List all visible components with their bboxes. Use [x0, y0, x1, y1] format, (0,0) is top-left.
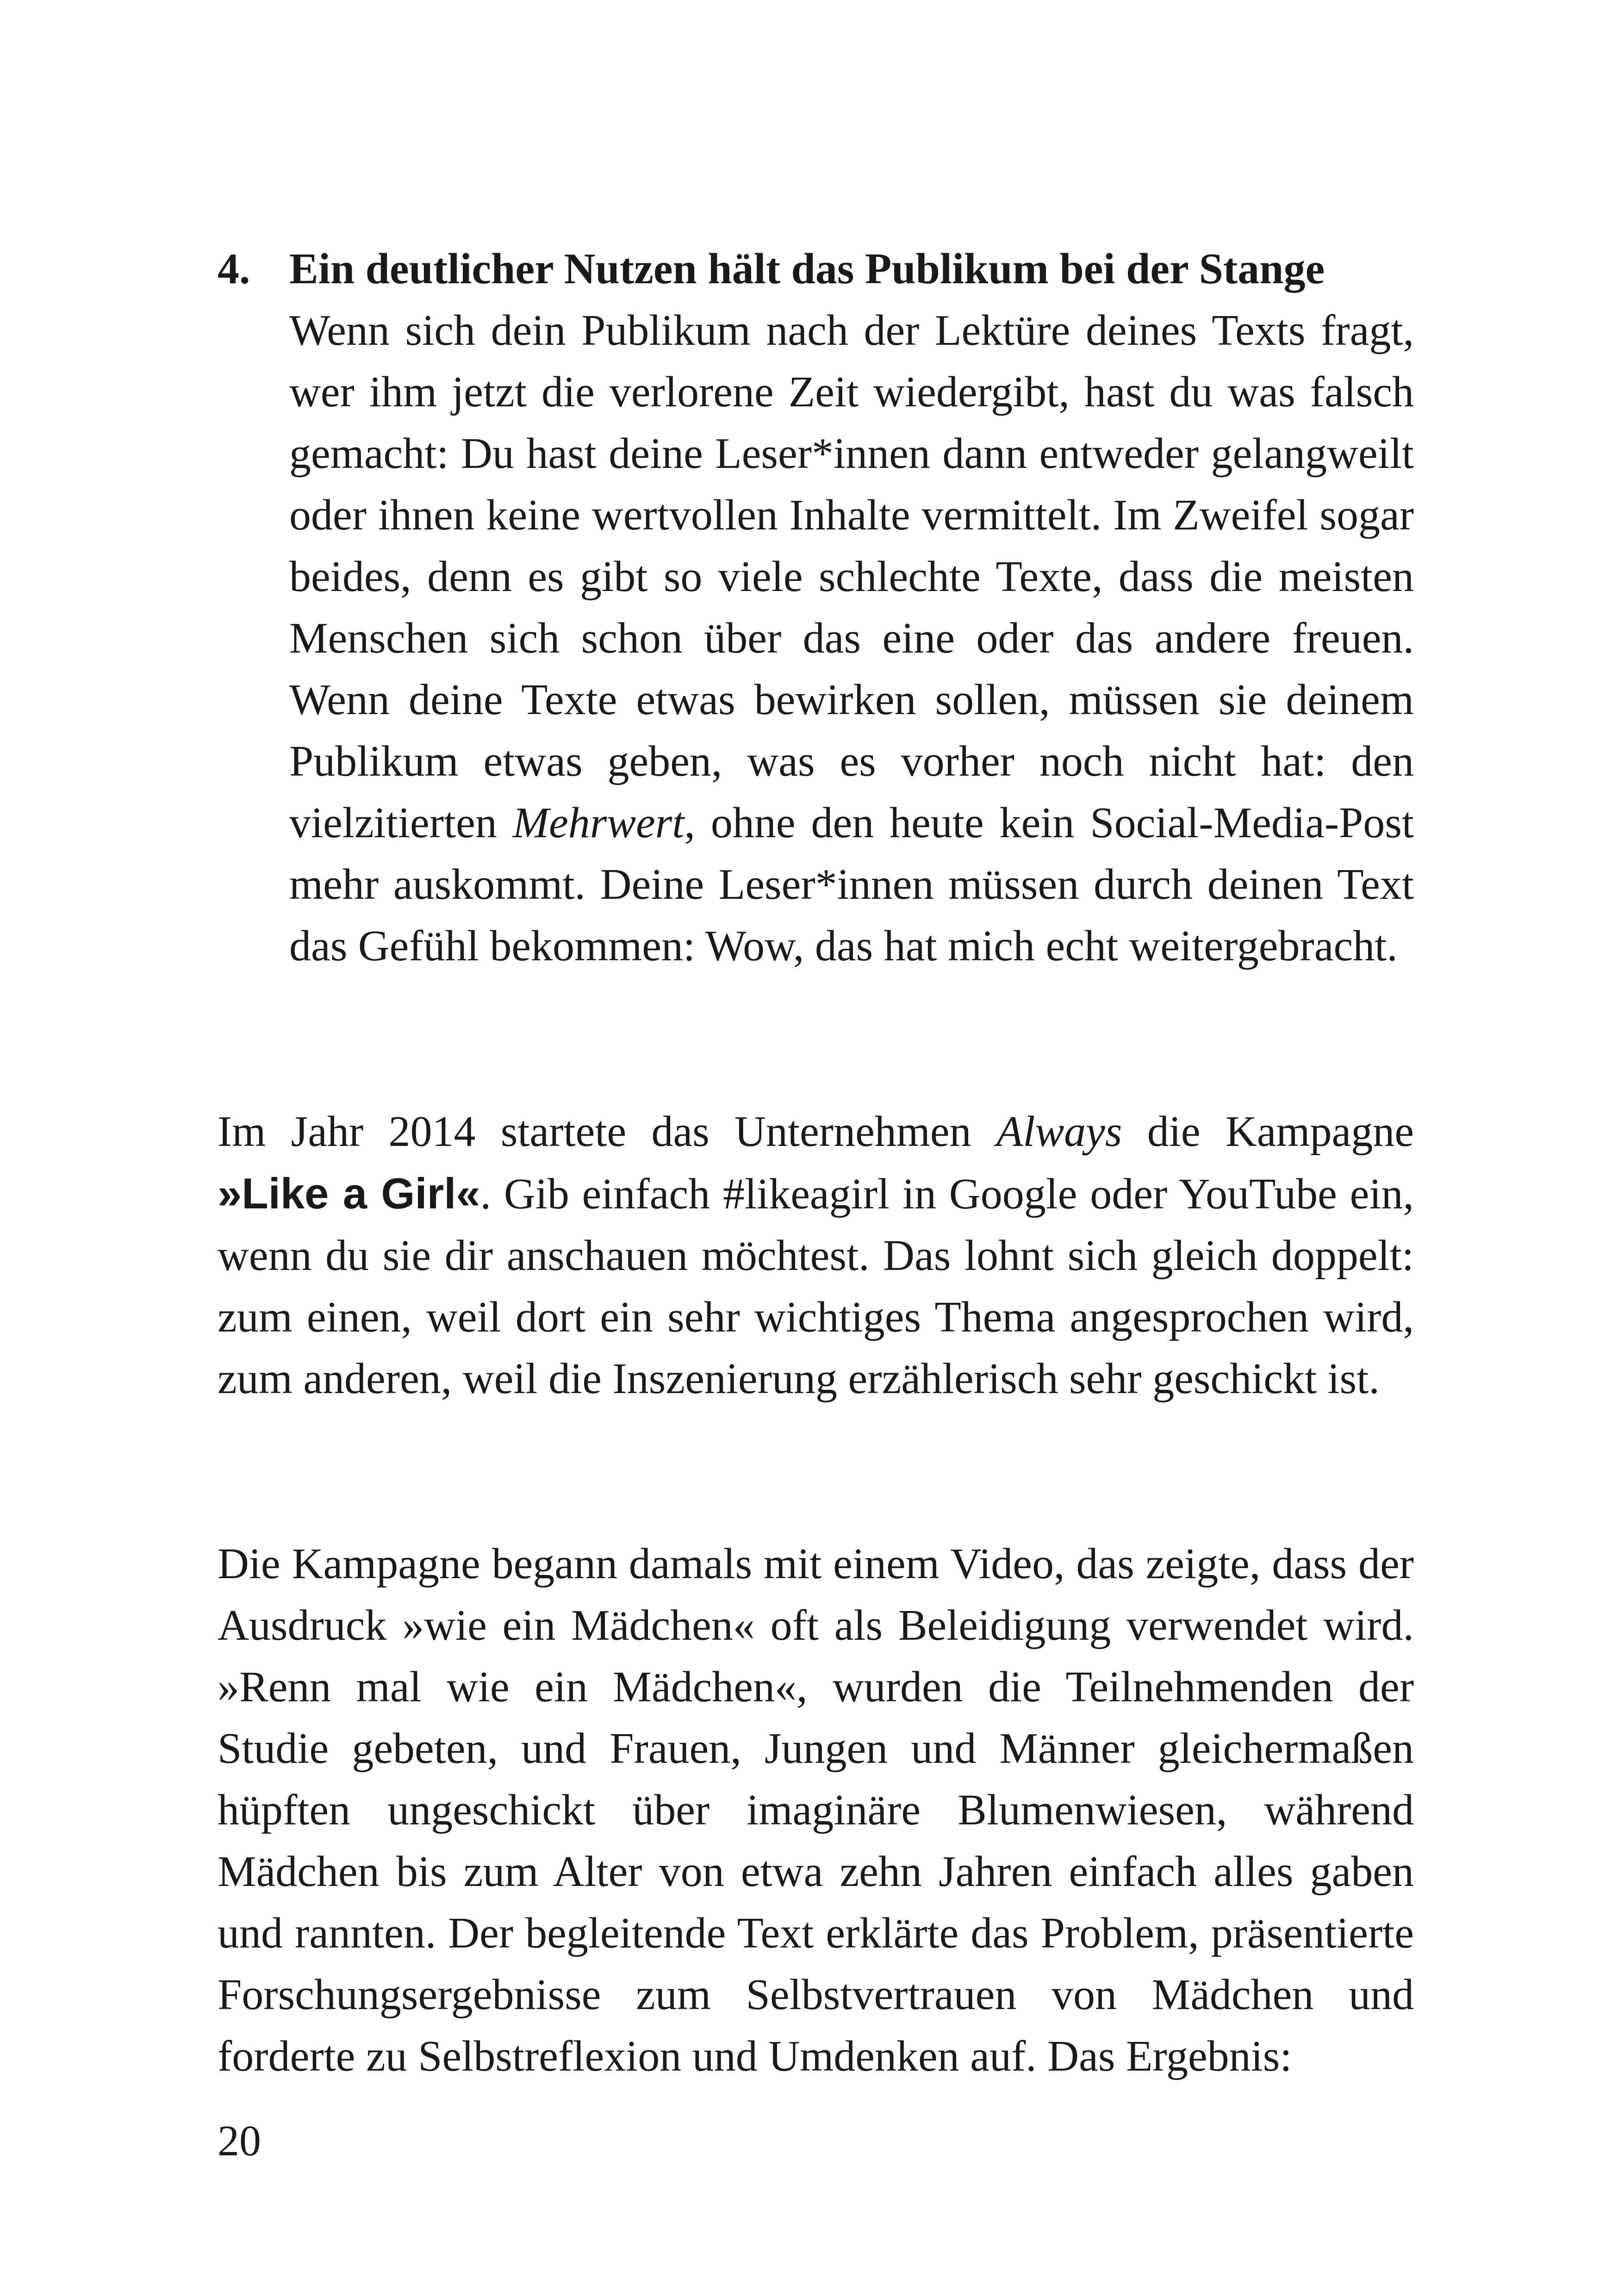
page-number: 20	[218, 2117, 261, 2165]
list-item-body	[289, 300, 1414, 977]
brand-name: Always	[996, 1108, 1122, 1156]
list-number: 4.	[218, 245, 250, 293]
list-body-text-2: , ohne den heute kein Social-Media-Post mehr auskommt. Deine Leser*innen müssen durch deinen Text das Gefühl bekommen: Wow, das hat mich echt weitergebracht.	[289, 799, 1414, 970]
campaign-name: »Like a Girl«	[218, 1169, 480, 1218]
paragraph-1-text-3: . Gib einfach #likeagirl in Google oder YouTube ein, wenn du sie dir anschauen möchtest. Das lohnt sich gleich doppelt: zum einen, weil dort ein sehr wichtiges Thema angesprochen wird, zum anderen, weil die Inszenierung erzählerisch sehr geschickt ist.	[218, 1170, 1414, 1403]
list-body-text-1: Wenn sich dein Publikum nach der Lektüre deines Texts fragt, wer ihm jetzt die verlorene Zeit wiedergibt, hast du was falsch gemacht: Du hast deine Leser*innen dann entweder gelangweilt oder ihnen keine wertvollen Inhalte vermittelt. Im Zweifel sogar beides, denn es gibt so viele schlechte Texte, dass die meisten Menschen sich schon über das eine oder das andere freuen. Wenn deine Texte etwas bewirken sollen, müssen sie deinem Publikum etwas geben, was es vorher noch nicht hat: den vielzitierten	[289, 306, 1414, 847]
list-item-content	[289, 238, 1414, 977]
list-item-heading: Ein deutlicher Nutzen hält das Publikum bei der Stange	[289, 245, 1325, 293]
paragraph-1-text-1: Im Jahr 2014 startete das Unternehmen	[218, 1108, 996, 1156]
list-body-emphasis: Mehrwert	[512, 799, 685, 847]
paragraph-1-text-2: die Kampagne	[1122, 1108, 1414, 1156]
paragraph-campaign-video	[218, 1533, 1414, 2087]
paragraph-always-campaign	[218, 1101, 1414, 1410]
paragraph-2-text: Die Kampagne begann damals mit einem Video, das zeigte, dass der Ausdruck »wie ein Mädchen« oft als Beleidigung verwendet wird. »Renn mal wie ein Mädchen«, wurden die Teilnehmenden der Studie gebeten, und Frauen, Jungen und Männer gleichermaßen hüpften ungeschickt über imaginäre Blumenwiesen, während Mädchen bis zum Alter von etwa zehn Jahren einfach alles gaben und rannten. Der begleitende Text erklärte das Problem, präsentierte Forschungsergebnisse zum Selbstvertrauen von Mädchen und forderte zu Selbstreflexion und Umdenken auf. Das Ergebnis:	[218, 1540, 1414, 2080]
